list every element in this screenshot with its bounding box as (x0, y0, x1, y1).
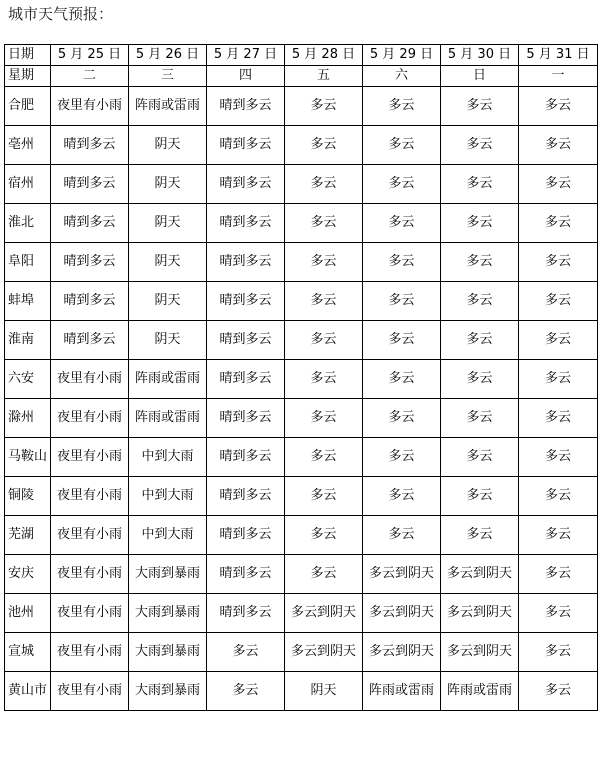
date-header-cell: 5 月 25 日 (51, 45, 129, 66)
weather-cell: 晴到多云 (51, 204, 129, 243)
weather-cell: 多云 (519, 165, 598, 204)
weather-cell: 晴到多云 (207, 438, 285, 477)
city-name-cell: 阜阳 (5, 243, 51, 282)
date-header-cell: 5 月 30 日 (441, 45, 519, 66)
weather-cell: 大雨到暴雨 (129, 672, 207, 711)
weather-cell: 多云 (363, 438, 441, 477)
weather-cell: 多云 (441, 282, 519, 321)
weather-cell: 多云 (519, 633, 598, 672)
weather-cell: 多云 (519, 360, 598, 399)
date-header-cell: 5 月 26 日 (129, 45, 207, 66)
weather-cell: 多云 (519, 282, 598, 321)
city-name-cell: 蚌埠 (5, 282, 51, 321)
weather-cell: 大雨到暴雨 (129, 555, 207, 594)
weather-cell: 多云 (441, 321, 519, 360)
city-name-cell: 黄山市 (5, 672, 51, 711)
weather-cell: 多云到阴天 (441, 555, 519, 594)
weather-cell: 多云 (441, 87, 519, 126)
weather-cell: 多云 (285, 360, 363, 399)
weather-cell: 多云 (363, 477, 441, 516)
table-row (5, 126, 598, 165)
weather-cell: 晴到多云 (207, 243, 285, 282)
weather-cell: 多云 (519, 516, 598, 555)
weather-cell: 多云 (441, 165, 519, 204)
weather-cell: 多云 (285, 282, 363, 321)
weather-cell: 多云 (519, 126, 598, 165)
table-row (5, 438, 598, 477)
weather-cell: 多云 (285, 126, 363, 165)
weather-cell: 多云 (285, 399, 363, 438)
weather-cell: 多云 (285, 438, 363, 477)
weekday-header-cell: 五 (285, 66, 363, 87)
weekday-header-cell: 四 (207, 66, 285, 87)
weekday-header-cell: 一 (519, 66, 598, 87)
weekday-header-row (5, 66, 598, 87)
weather-cell: 多云 (363, 87, 441, 126)
weather-cell: 阴天 (129, 321, 207, 360)
date-row-label: 日期 (5, 45, 51, 66)
weather-cell: 阴天 (285, 672, 363, 711)
weather-cell: 多云 (363, 243, 441, 282)
weather-cell: 多云 (519, 438, 598, 477)
city-name-cell: 宣城 (5, 633, 51, 672)
weather-cell: 晴到多云 (207, 321, 285, 360)
weather-cell: 中到大雨 (129, 477, 207, 516)
weather-cell: 多云 (285, 165, 363, 204)
table-row (5, 594, 598, 633)
weekday-header-cell: 二 (51, 66, 129, 87)
weather-cell: 多云 (519, 594, 598, 633)
weather-cell: 晴到多云 (207, 126, 285, 165)
table-row (5, 399, 598, 438)
weather-cell: 晴到多云 (51, 165, 129, 204)
table-row (5, 165, 598, 204)
weather-cell: 晴到多云 (207, 165, 285, 204)
weather-cell: 多云 (363, 321, 441, 360)
weather-cell: 多云 (519, 399, 598, 438)
weather-cell: 多云 (285, 477, 363, 516)
city-name-cell: 合肥 (5, 87, 51, 126)
weather-cell: 阵雨或雷雨 (129, 87, 207, 126)
weather-cell: 多云 (207, 633, 285, 672)
weekday-row-label: 星期 (5, 66, 51, 87)
city-name-cell: 亳州 (5, 126, 51, 165)
weekday-header-cell: 六 (363, 66, 441, 87)
weather-cell: 阴天 (129, 282, 207, 321)
weather-cell: 多云 (441, 516, 519, 555)
forecast-table (4, 44, 598, 711)
weather-cell: 多云 (285, 204, 363, 243)
table-row (5, 633, 598, 672)
weather-cell: 多云 (363, 126, 441, 165)
page-title: 城市天气预报： (8, 5, 114, 23)
weather-cell: 晴到多云 (207, 399, 285, 438)
weather-cell: 多云 (441, 204, 519, 243)
weather-cell: 多云 (519, 555, 598, 594)
weather-cell: 多云到阴天 (363, 555, 441, 594)
weekday-header-cell: 三 (129, 66, 207, 87)
table-row (5, 516, 598, 555)
weather-cell: 阵雨或雷雨 (129, 360, 207, 399)
weather-cell: 阵雨或雷雨 (363, 672, 441, 711)
weather-cell: 多云 (441, 126, 519, 165)
weather-cell: 晴到多云 (207, 87, 285, 126)
weather-cell: 多云 (519, 204, 598, 243)
weather-cell: 多云 (285, 516, 363, 555)
weather-cell: 中到大雨 (129, 438, 207, 477)
weather-cell: 晴到多云 (51, 126, 129, 165)
date-header-cell: 5 月 31 日 (519, 45, 598, 66)
weather-cell: 晴到多云 (51, 321, 129, 360)
weather-cell: 晴到多云 (207, 477, 285, 516)
weather-cell: 晴到多云 (207, 360, 285, 399)
weather-cell: 多云 (441, 477, 519, 516)
table-row (5, 204, 598, 243)
table-row (5, 360, 598, 399)
weather-cell: 大雨到暴雨 (129, 633, 207, 672)
weather-cell: 多云到阴天 (285, 633, 363, 672)
weather-cell: 多云 (519, 87, 598, 126)
weather-cell: 夜里有小雨 (51, 438, 129, 477)
weather-cell: 晴到多云 (51, 282, 129, 321)
weather-cell: 夜里有小雨 (51, 477, 129, 516)
weather-cell: 多云 (441, 399, 519, 438)
weather-cell: 晴到多云 (207, 516, 285, 555)
city-name-cell: 宿州 (5, 165, 51, 204)
weather-cell: 多云 (441, 438, 519, 477)
weather-cell: 夜里有小雨 (51, 399, 129, 438)
weather-cell: 多云 (285, 243, 363, 282)
weather-cell: 阴天 (129, 126, 207, 165)
date-header-cell: 5 月 28 日 (285, 45, 363, 66)
city-name-cell: 池州 (5, 594, 51, 633)
weather-cell: 多云 (363, 282, 441, 321)
weather-cell: 多云 (519, 477, 598, 516)
weather-cell: 夜里有小雨 (51, 360, 129, 399)
weather-cell: 晴到多云 (207, 555, 285, 594)
weather-cell: 晴到多云 (207, 204, 285, 243)
city-name-cell: 马鞍山 (5, 438, 51, 477)
weather-cell: 阴天 (129, 243, 207, 282)
weather-cell: 多云 (363, 204, 441, 243)
weather-cell: 多云 (285, 87, 363, 126)
table-row (5, 555, 598, 594)
date-header-cell: 5 月 29 日 (363, 45, 441, 66)
city-name-cell: 安庆 (5, 555, 51, 594)
weather-cell: 多云 (363, 360, 441, 399)
table-row (5, 243, 598, 282)
weather-cell: 夜里有小雨 (51, 516, 129, 555)
weather-cell: 晴到多云 (207, 594, 285, 633)
weather-cell: 多云 (519, 243, 598, 282)
weather-cell: 夜里有小雨 (51, 672, 129, 711)
weather-cell: 多云到阴天 (285, 594, 363, 633)
weather-cell: 中到大雨 (129, 516, 207, 555)
weather-cell: 晴到多云 (207, 282, 285, 321)
table-row (5, 87, 598, 126)
weather-cell: 多云 (441, 360, 519, 399)
weather-cell: 多云 (363, 516, 441, 555)
city-name-cell: 六安 (5, 360, 51, 399)
weather-cell: 阴天 (129, 165, 207, 204)
weather-cell: 多云 (285, 555, 363, 594)
weather-cell: 夜里有小雨 (51, 555, 129, 594)
weather-cell: 多云 (363, 165, 441, 204)
weather-cell: 多云到阴天 (363, 633, 441, 672)
city-name-cell: 淮北 (5, 204, 51, 243)
city-name-cell: 淮南 (5, 321, 51, 360)
weather-cell: 夜里有小雨 (51, 633, 129, 672)
weather-cell: 多云到阴天 (441, 594, 519, 633)
weather-cell: 阴天 (129, 204, 207, 243)
weather-cell: 阵雨或雷雨 (129, 399, 207, 438)
city-name-cell: 滁州 (5, 399, 51, 438)
weather-cell: 多云 (207, 672, 285, 711)
table-row (5, 477, 598, 516)
table-row (5, 672, 598, 711)
weekday-header-cell: 日 (441, 66, 519, 87)
weather-cell: 多云 (519, 672, 598, 711)
weather-cell: 阵雨或雷雨 (441, 672, 519, 711)
date-header-row (5, 45, 598, 66)
weather-cell: 多云到阴天 (363, 594, 441, 633)
weather-cell: 大雨到暴雨 (129, 594, 207, 633)
weather-cell: 多云 (285, 321, 363, 360)
weather-cell: 多云 (441, 243, 519, 282)
table-row (5, 321, 598, 360)
weather-cell: 夜里有小雨 (51, 87, 129, 126)
city-name-cell: 芜湖 (5, 516, 51, 555)
date-header-cell: 5 月 27 日 (207, 45, 285, 66)
table-row (5, 282, 598, 321)
weather-cell: 多云 (363, 399, 441, 438)
weather-cell: 多云 (519, 321, 598, 360)
city-name-cell: 铜陵 (5, 477, 51, 516)
weather-cell: 晴到多云 (51, 243, 129, 282)
weather-cell: 夜里有小雨 (51, 594, 129, 633)
weather-cell: 多云到阴天 (441, 633, 519, 672)
